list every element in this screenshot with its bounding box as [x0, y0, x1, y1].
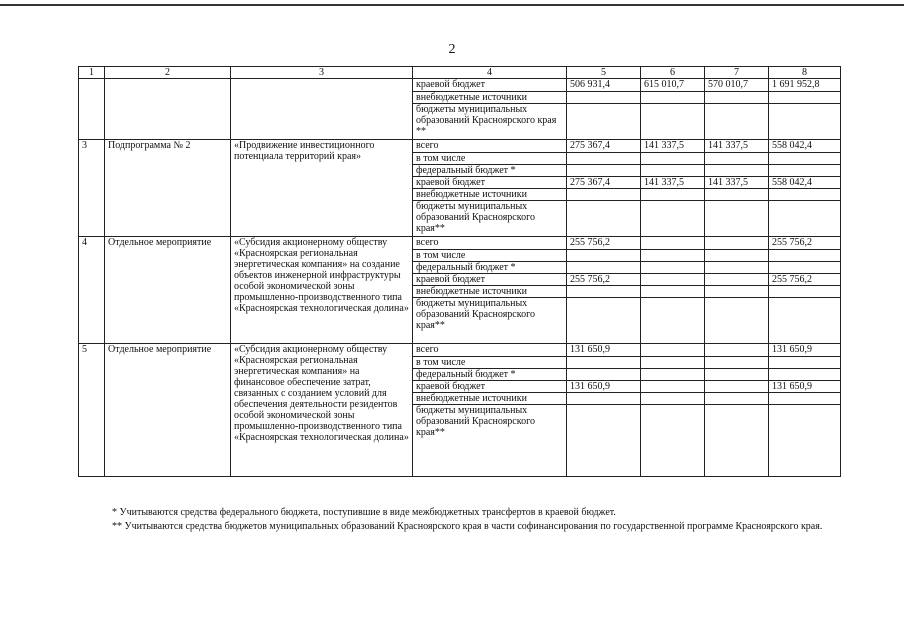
value-cell — [769, 104, 841, 140]
value-cell — [769, 189, 841, 201]
source-cell: внебюджетные источники — [413, 286, 567, 298]
value-cell — [769, 153, 841, 165]
source-cell: в том числе — [413, 153, 567, 165]
value-cell: 141 337,5 — [641, 177, 705, 189]
value-cell — [769, 92, 841, 104]
value-cell: 131 650,9 — [769, 344, 841, 357]
value-cell: 1 691 952,8 — [769, 79, 841, 92]
value-cell — [705, 104, 769, 140]
source-cell: краевой бюджет — [413, 177, 567, 189]
top-rule — [0, 4, 904, 6]
value-cell — [567, 201, 641, 237]
value-cell — [705, 393, 769, 405]
row-type-cell: Отдельное мероприятие — [105, 237, 231, 344]
source-cell: всего — [413, 237, 567, 250]
value-cell — [641, 286, 705, 298]
value-cell — [567, 250, 641, 262]
value-cell — [705, 274, 769, 286]
footnotes — [78, 506, 868, 534]
value-cell — [705, 189, 769, 201]
value-cell: 558 042,4 — [769, 177, 841, 189]
header-cell: 8 — [769, 67, 841, 79]
value-cell — [567, 369, 641, 381]
value-cell: 141 337,5 — [705, 140, 769, 153]
row-number-cell: 5 — [79, 344, 105, 477]
header-cell: 7 — [705, 67, 769, 79]
value-cell — [641, 92, 705, 104]
value-cell — [641, 165, 705, 177]
header-cell: 4 — [413, 67, 567, 79]
value-cell — [705, 405, 769, 477]
value-cell: 255 756,2 — [567, 274, 641, 286]
value-cell — [705, 250, 769, 262]
value-cell — [641, 344, 705, 357]
value-cell: 615 010,7 — [641, 79, 705, 92]
value-cell — [769, 250, 841, 262]
source-cell: краевой бюджет — [413, 79, 567, 92]
value-cell — [705, 357, 769, 369]
table-row — [79, 237, 841, 250]
value-cell — [641, 250, 705, 262]
value-cell: 255 756,2 — [567, 237, 641, 250]
value-cell — [641, 393, 705, 405]
value-cell — [641, 201, 705, 237]
value-cell: 131 650,9 — [567, 344, 641, 357]
footnote-municipal: ** Учитываются средства бюджетов муниципальных образований Красноярского края в части софинансирования по государственной программе Красноярского края. — [112, 521, 823, 532]
header-cell: 3 — [231, 67, 413, 79]
source-cell: внебюджетные источники — [413, 393, 567, 405]
row-number-cell: 3 — [79, 140, 105, 237]
value-cell: 275 367,4 — [567, 140, 641, 153]
row-type-cell: Отдельное мероприятие — [105, 344, 231, 477]
table-row — [79, 140, 841, 153]
value-cell — [567, 153, 641, 165]
row-name-cell — [231, 79, 413, 140]
row-name-cell: «Продвижение инвестиционного потенциала территорий края» — [231, 140, 413, 237]
value-cell: 558 042,4 — [769, 140, 841, 153]
source-cell: внебюджетные источники — [413, 189, 567, 201]
source-cell: в том числе — [413, 357, 567, 369]
value-cell — [769, 369, 841, 381]
source-cell: краевой бюджет — [413, 381, 567, 393]
value-cell — [769, 393, 841, 405]
value-cell — [641, 369, 705, 381]
value-cell — [705, 369, 769, 381]
value-cell — [769, 201, 841, 237]
footnote-federal: * Учитываются средства федерального бюджета, поступившие в виде межбюджетных трансфертов в краевой бюджет. — [112, 507, 616, 518]
source-cell: бюджеты муниципальных образований Красноярского края** — [413, 298, 567, 344]
value-cell: 141 337,5 — [705, 177, 769, 189]
row-type-cell: Подпрограмма № 2 — [105, 140, 231, 237]
value-cell — [705, 344, 769, 357]
value-cell — [641, 104, 705, 140]
value-cell — [567, 405, 641, 477]
value-cell — [641, 153, 705, 165]
source-cell: краевой бюджет — [413, 274, 567, 286]
value-cell: 131 650,9 — [769, 381, 841, 393]
value-cell — [641, 357, 705, 369]
value-cell — [769, 165, 841, 177]
header-cell: 1 — [79, 67, 105, 79]
table-header-row — [79, 67, 841, 79]
header-cell: 5 — [567, 67, 641, 79]
page-number: 2 — [448, 42, 456, 57]
value-cell — [705, 201, 769, 237]
value-cell — [705, 381, 769, 393]
value-cell: 255 756,2 — [769, 237, 841, 250]
row-number-cell — [79, 79, 105, 140]
value-cell — [769, 262, 841, 274]
source-cell: бюджеты муниципальных образований Красноярского края** — [413, 201, 567, 237]
value-cell — [641, 274, 705, 286]
row-type-cell — [105, 79, 231, 140]
source-cell: бюджеты муниципальных образований Красноярского края** — [413, 405, 567, 477]
value-cell — [641, 298, 705, 344]
table-row — [79, 79, 841, 92]
value-cell — [567, 286, 641, 298]
source-cell: всего — [413, 140, 567, 153]
value-cell — [641, 237, 705, 250]
value-cell: 131 650,9 — [567, 381, 641, 393]
value-cell — [705, 298, 769, 344]
table-row — [79, 344, 841, 357]
source-cell: внебюджетные источники — [413, 92, 567, 104]
value-cell: 506 931,4 — [567, 79, 641, 92]
source-cell: федеральный бюджет * — [413, 369, 567, 381]
source-cell: федеральный бюджет * — [413, 165, 567, 177]
value-cell — [567, 393, 641, 405]
value-cell — [641, 189, 705, 201]
value-cell — [567, 92, 641, 104]
value-cell — [705, 165, 769, 177]
value-cell — [567, 104, 641, 140]
value-cell — [641, 262, 705, 274]
value-cell — [567, 298, 641, 344]
value-cell: 275 367,4 — [567, 177, 641, 189]
row-name-cell: «Субсидия акционерному обществу «Красноярская региональная энергетическая компания» на финансовое обеспечение затрат, связанных с созданием условий для обеспечения деятельности резидентов особой экономической зоны промышленно-производственного типа «Красноярская технологическая долина» — [231, 344, 413, 477]
value-cell — [641, 405, 705, 477]
value-cell: 141 337,5 — [641, 140, 705, 153]
source-cell: всего — [413, 344, 567, 357]
value-cell — [769, 286, 841, 298]
row-name-cell: «Субсидия акционерному обществу «Красноярская региональная энергетическая компания» на создание объектов инженерной инфраструктуры особой экономической зоны промышленно-производственного типа «Красноярская технологическая долина» — [231, 237, 413, 344]
value-cell: 570 010,7 — [705, 79, 769, 92]
value-cell — [769, 298, 841, 344]
value-cell — [567, 165, 641, 177]
value-cell — [705, 286, 769, 298]
source-cell: в том числе — [413, 250, 567, 262]
value-cell — [705, 153, 769, 165]
value-cell: 255 756,2 — [769, 274, 841, 286]
source-cell: бюджеты муниципальных образований Красноярского края ** — [413, 104, 567, 140]
value-cell — [769, 357, 841, 369]
value-cell — [769, 405, 841, 477]
value-cell — [705, 92, 769, 104]
source-cell: федеральный бюджет * — [413, 262, 567, 274]
value-cell — [705, 237, 769, 250]
value-cell — [567, 357, 641, 369]
value-cell — [567, 189, 641, 201]
value-cell — [567, 262, 641, 274]
value-cell — [705, 262, 769, 274]
row-number-cell: 4 — [79, 237, 105, 344]
header-cell: 6 — [641, 67, 705, 79]
value-cell — [641, 381, 705, 393]
budget-table — [78, 66, 841, 477]
header-cell: 2 — [105, 67, 231, 79]
